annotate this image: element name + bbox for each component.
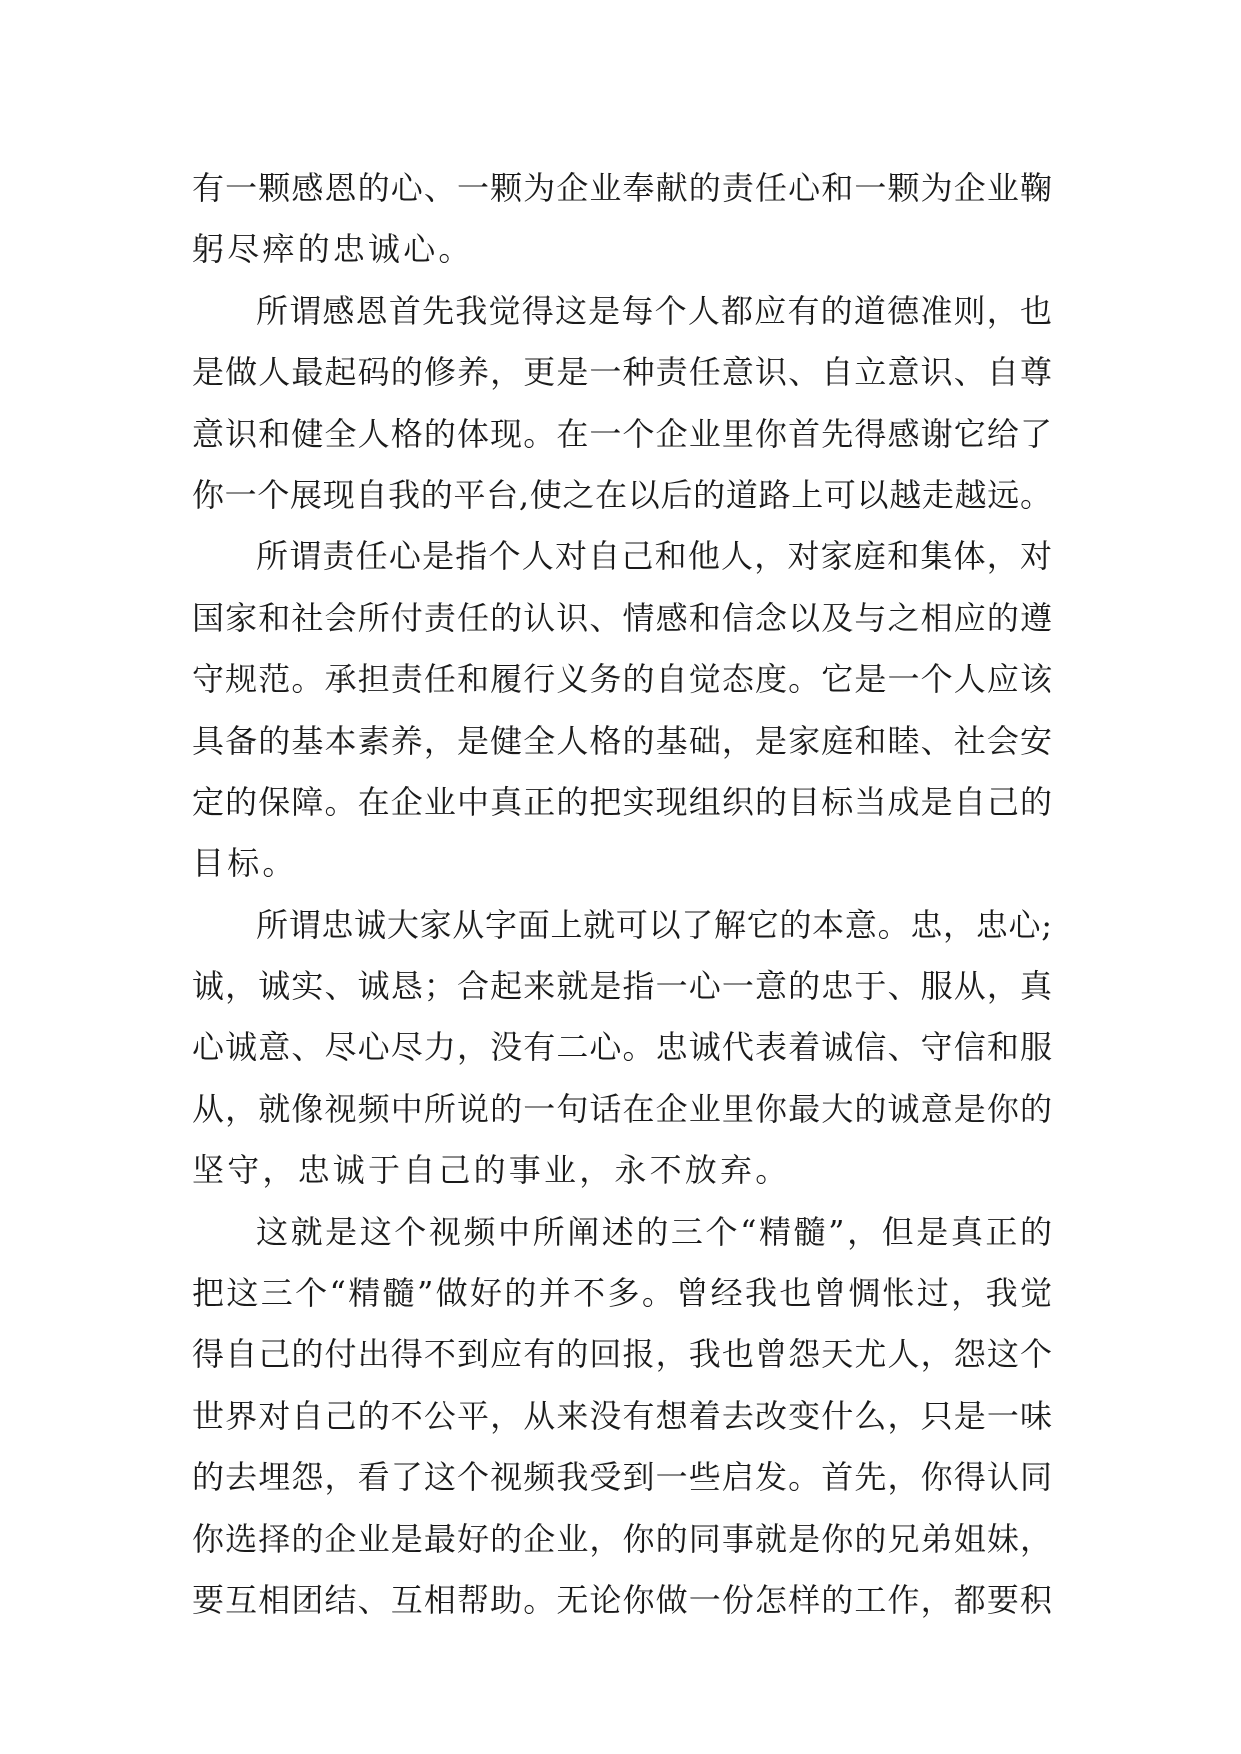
body-text	[192, 158, 1052, 1631]
text-line: 躬尽瘁的忠诚心。	[192, 230, 474, 269]
text-line: 你一个展现自我的平台,使之在以后的道路上可以越走越远。	[192, 475, 1052, 514]
text-line: 是做人最起码的修养，更是一种责任意识、自立意识、自尊	[192, 353, 1052, 392]
text-line: 诚，诚实、诚恳；合起来就是指一心一意的忠于、服从，真	[192, 967, 1052, 1006]
text-line: 有一颗感恩的心、一颗为企业奉献的责任心和一颗为企业鞠	[192, 169, 1052, 207]
text-line: 国家和社会所付责任的认识、情感和信念以及与之相应的遵	[192, 598, 1052, 637]
text-line: 要互相团结、互相帮助。无论你做一份怎样的工作，都要积	[192, 1580, 1052, 1619]
text-line: 坚守，忠诚于自己的事业，永不放弃。	[192, 1151, 791, 1190]
text-line: 具备的基本素养，是健全人格的基础，是家庭和睦、社会安	[192, 721, 1052, 760]
text-line: 世界对自己的不公平，从来没有想着去改变什么，只是一味	[192, 1396, 1052, 1435]
paragraph-first-line: 所谓忠诚大家从字面上就可以了解它的本意。忠，忠心;	[256, 905, 1052, 944]
text-line: 目标。	[192, 844, 298, 883]
text-line: 从，就像视频中所说的一句话在企业里你最大的诚意是你的	[192, 1089, 1052, 1128]
text-line: 定的保障。在企业中真正的把实现组织的目标当成是自己的	[192, 782, 1052, 821]
text-line: 守规范。承担责任和履行义务的自觉态度。它是一个人应该	[192, 660, 1052, 699]
text-line: 把这三个“精髓”做好的并不多。曾经我也曾惆怅过，我觉	[192, 1274, 1052, 1313]
paragraph-first-line: 所谓责任心是指个人对自己和他人，对家庭和集体，对	[256, 537, 1052, 576]
paragraph-first-line: 所谓感恩首先我觉得这是每个人都应有的道德准则，也	[256, 291, 1052, 330]
text-line: 你选择的企业是最好的企业，你的同事就是你的兄弟姐妹，	[192, 1519, 1052, 1558]
text-line: 得自己的付出得不到应有的回报，我也曾怨天尤人，怨这个	[192, 1335, 1052, 1374]
text-line: 的去埋怨，看了这个视频我受到一些启发。首先，你得认同	[192, 1458, 1052, 1497]
text-line: 意识和健全人格的体现。在一个企业里你首先得感谢它给了	[192, 414, 1052, 453]
paragraph-first-line: 这就是这个视频中所阐述的三个“精髓”，但是真正的	[256, 1212, 1052, 1251]
text-line: 心诚意、尽心尽力，没有二心。忠诚代表着诚信、守信和服	[192, 1028, 1052, 1067]
